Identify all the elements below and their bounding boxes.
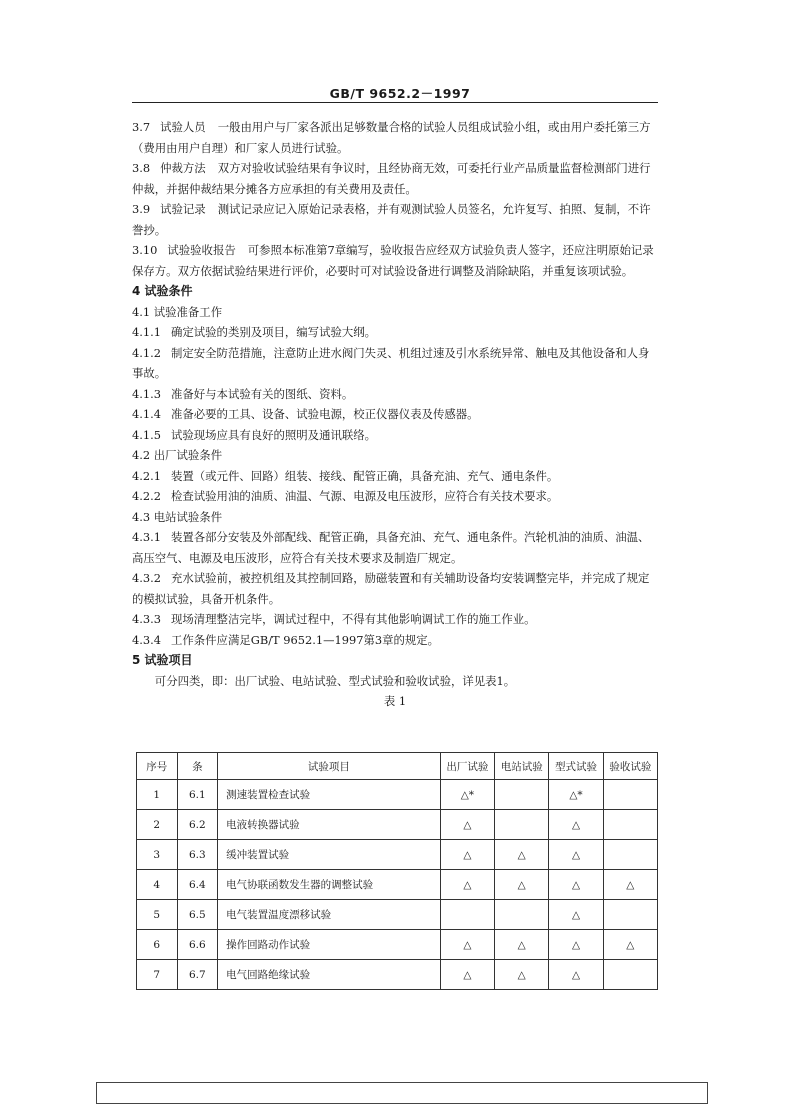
table-row xyxy=(137,870,658,900)
clause-4-2: 4.2 出厂试验条件 xyxy=(132,448,223,462)
cell-acceptance xyxy=(603,840,657,870)
cell-clause: 6.4 xyxy=(177,870,218,900)
cell-factory: △ xyxy=(440,870,494,900)
clause-4-1-2: 4.1.2 制定安全防范措施，注意防止进水阀门失灵、机组过速及引水系统异常、触电及其他设备和人身事故。 xyxy=(132,345,650,380)
cell-type: △ xyxy=(549,870,603,900)
clause-3-9: 3.9 试验记录 测试记录应记入原始记录表格，并有观测试验人员签名，允许复写、拍照、复制，不许誊抄。 xyxy=(132,202,651,237)
header-rule xyxy=(132,102,658,103)
clause-4-3: 4.3 电站试验条件 xyxy=(132,509,223,524)
clause-4-1-3: 4.1.3 准备好与本试验有关的图纸、资料。 xyxy=(132,386,354,401)
clause-4-3-2: 4.3.2 充水试验前，被控机组及其控制回路，励磁装置和有关辅助设备均安装调整完毕，并完成了规定的模拟试验，具备开机条件。 xyxy=(132,571,650,606)
section-5-title: 5 试验项目 xyxy=(132,653,193,667)
clause-3-7: 3.7 试验人员 一般由用户与厂家各派出足够数量合格的试验人员组成试验小组，或由用户委托第三方（费用由用户自理）和厂家人员进行试验。 xyxy=(132,120,651,155)
cell-clause: 6.6 xyxy=(177,930,218,960)
cell-item: 电气协联函数发生器的调整试验 xyxy=(218,870,441,900)
table-header-row xyxy=(137,753,658,780)
cell-clause: 6.1 xyxy=(177,780,218,810)
clause-3-10: 3.10 试验验收报告 可参照本标准第7章编写，验收报告应经双方试验负责人签字，还应注明原始记录保存方。双方依据试验结果进行评价，必要时可对试验设备进行调整及消除缺陷，并重复该项试验。 xyxy=(132,243,654,278)
clause-4-1-5: 4.1.5 试验现场应具有良好的照明及通讯联络。 xyxy=(132,427,377,442)
header-factory-test: 出厂试验 xyxy=(440,753,494,780)
table-row xyxy=(137,780,658,810)
table-row xyxy=(137,930,658,960)
cell-acceptance xyxy=(603,780,657,810)
table-row xyxy=(137,960,658,990)
header-clause: 条 xyxy=(177,753,218,780)
clause-4-3-3: 4.3.3 现场清理整洁完毕，调试过程中，不得有其他影响调试工作的施工作业。 xyxy=(132,612,536,626)
cell-item: 操作回路动作试验 xyxy=(218,930,441,960)
cell-acceptance: △ xyxy=(603,930,657,960)
table-row xyxy=(137,810,658,840)
cell-factory: △ xyxy=(440,810,494,840)
clause-4-1-4: 4.1.4 准备必要的工具、设备、试验电源，校正仪器仪表及传感器。 xyxy=(132,407,479,421)
clause-4-1-1: 4.1.1 确定试验的类别及项目，编写试验大纲。 xyxy=(132,325,377,339)
document-body xyxy=(132,117,658,712)
table-row xyxy=(137,900,658,930)
cell-seq: 4 xyxy=(137,870,178,900)
cell-item: 缓冲装置试验 xyxy=(218,840,441,870)
header-seq: 序号 xyxy=(137,753,178,780)
test-items-table xyxy=(136,752,658,990)
cell-type: △ xyxy=(549,810,603,840)
cell-seq: 6 xyxy=(137,930,178,960)
header-station-test: 电站试验 xyxy=(495,753,549,780)
cell-seq: 3 xyxy=(137,840,178,870)
cell-factory: △ xyxy=(440,840,494,870)
cell-acceptance xyxy=(603,900,657,930)
header-acceptance-test: 验收试验 xyxy=(603,753,657,780)
cell-acceptance: △ xyxy=(603,870,657,900)
cell-station: △ xyxy=(495,930,549,960)
header-type-test: 型式试验 xyxy=(549,753,603,780)
cell-acceptance xyxy=(603,960,657,990)
clause-4-2-2: 4.2.2 检查试验用油的油质、油温、气源、电源及电压波形，应符合有关技术要求。 xyxy=(132,489,559,503)
cell-clause: 6.7 xyxy=(177,960,218,990)
cell-clause: 6.3 xyxy=(177,840,218,870)
cell-type: △ xyxy=(549,900,603,930)
cell-station: △ xyxy=(495,960,549,990)
clause-4-3-1: 4.3.1 装置各部分安装及外部配线、配管正确，具备充油、充气、通电条件。汽轮机油的油质、油温、高压空气、电源及电压波形，应符合有关技术要求及制造厂规定。 xyxy=(132,530,650,565)
cell-clause: 6.5 xyxy=(177,900,218,930)
cell-item: 测速装置检查试验 xyxy=(218,780,441,810)
section-5-intro: 可分四类，即：出厂试验、电站试验、型式试验和验收试验，详见表1。 xyxy=(154,673,516,688)
cell-clause: 6.2 xyxy=(177,810,218,840)
cell-type: △ xyxy=(549,840,603,870)
cell-seq: 2 xyxy=(137,810,178,840)
cell-factory: △ xyxy=(440,960,494,990)
clause-4-2-1: 4.2.1 装置（或元件、回路）组装、接线、配管正确，具备充油、充气、通电条件。 xyxy=(132,468,559,483)
cell-factory xyxy=(440,900,494,930)
cell-acceptance xyxy=(603,810,657,840)
page-header: GB/T 9652.2－1997 xyxy=(329,86,471,101)
clause-4-3-4: 4.3.4 工作条件应满足GB/T 9652.1—1997第3章的规定。 xyxy=(132,632,440,647)
cell-factory: △* xyxy=(440,780,494,810)
cell-type: △ xyxy=(549,960,603,990)
table-caption: 表 1 xyxy=(383,694,407,708)
cell-seq: 1 xyxy=(137,780,178,810)
header-item: 试验项目 xyxy=(218,753,441,780)
cell-station: △ xyxy=(495,870,549,900)
footer-frame xyxy=(96,1082,708,1104)
clause-3-8: 3.8 仲裁方法 双方对验收试验结果有争议时，且经协商无效，可委托行业产品质量监督检测部门进行仲裁，并据仲裁结果分摊各方应承担的有关费用及责任。 xyxy=(132,161,651,196)
cell-item: 电气装置温度漂移试验 xyxy=(218,900,441,930)
cell-station xyxy=(495,810,549,840)
cell-type: △* xyxy=(549,780,603,810)
cell-seq: 5 xyxy=(137,900,178,930)
cell-seq: 7 xyxy=(137,960,178,990)
table-row xyxy=(137,840,658,870)
cell-type: △ xyxy=(549,930,603,960)
cell-item: 电液转换器试验 xyxy=(218,810,441,840)
cell-station xyxy=(495,900,549,930)
section-4-title: 4 试验条件 xyxy=(132,284,193,298)
cell-factory: △ xyxy=(440,930,494,960)
cell-item: 电气回路绝缘试验 xyxy=(218,960,441,990)
clause-4-1: 4.1 试验准备工作 xyxy=(132,304,223,319)
cell-station xyxy=(495,780,549,810)
cell-station: △ xyxy=(495,840,549,870)
